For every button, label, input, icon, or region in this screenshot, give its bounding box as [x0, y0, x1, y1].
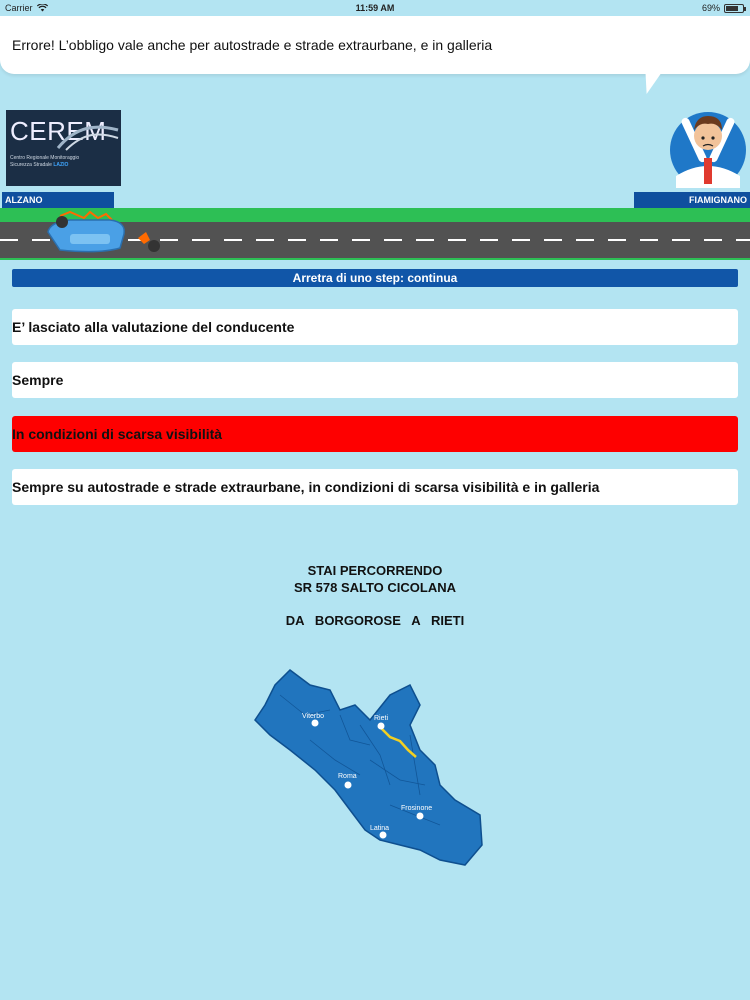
- city-label-rieti: Rieti: [374, 715, 389, 722]
- road-swoosh-icon: [56, 122, 120, 152]
- route-from-to: DA BORGOROSE A RIETI: [285, 613, 465, 628]
- status-bar: [0, 0, 750, 16]
- road-start-label: ALZANO: [2, 192, 114, 208]
- logo-region: LAZIO: [53, 162, 69, 168]
- clock: 11:59 AM: [355, 3, 395, 13]
- answer-option-2[interactable]: Sempre: [12, 362, 738, 398]
- route-road-name: SR 578 SALTO CICOLANA: [293, 580, 457, 595]
- carrier-label: Carrier: [5, 3, 33, 13]
- battery-icon: [724, 4, 744, 13]
- road-curb: [0, 258, 750, 260]
- route-heading: STAI PERCORRENDO: [307, 563, 443, 578]
- city-dot-roma: [345, 782, 352, 789]
- overturned-car-icon: [40, 208, 170, 258]
- city-label-viterbo: Viterbo: [302, 713, 325, 720]
- answer-option-1[interactable]: E’ lasciato alla valutazione del conducente: [12, 309, 738, 345]
- lazio-region-map: [250, 665, 490, 875]
- feedback-message: Errore! L’obbligo vale anche per autostrade e strade extraurbane, e in galleria: [12, 37, 493, 53]
- feedback-bubble: [0, 16, 750, 74]
- city-label-frosinone: Frosinone: [401, 805, 433, 812]
- road-end-label: FIAMIGNANO: [634, 192, 750, 208]
- city-dot-rieti: [378, 723, 385, 730]
- logo-title: CEREM: [10, 116, 107, 146]
- answer-option-4[interactable]: Sempre su autostrade e strade extraurbane, in condizioni di scarsa visibilità e in galleria: [12, 469, 738, 505]
- city-dot-latina: [380, 832, 387, 839]
- worried-driver-avatar: [668, 96, 748, 188]
- city-dot-frosinone: [417, 813, 424, 820]
- cerem-logo: [6, 110, 121, 186]
- logo-subtitle: Centro Regionale Monitoraggio Sicurezza Stradale: [10, 155, 80, 168]
- battery-percent: 69%: [701, 3, 720, 13]
- answer-option-3-wrong[interactable]: In condizioni di scarsa visibilità: [12, 416, 738, 452]
- step-back-button[interactable]: Arretra di uno step: continua: [12, 269, 738, 287]
- city-dot-viterbo: [312, 720, 319, 727]
- city-label-roma: Roma: [338, 773, 357, 780]
- city-label-latina: Latina: [370, 825, 390, 832]
